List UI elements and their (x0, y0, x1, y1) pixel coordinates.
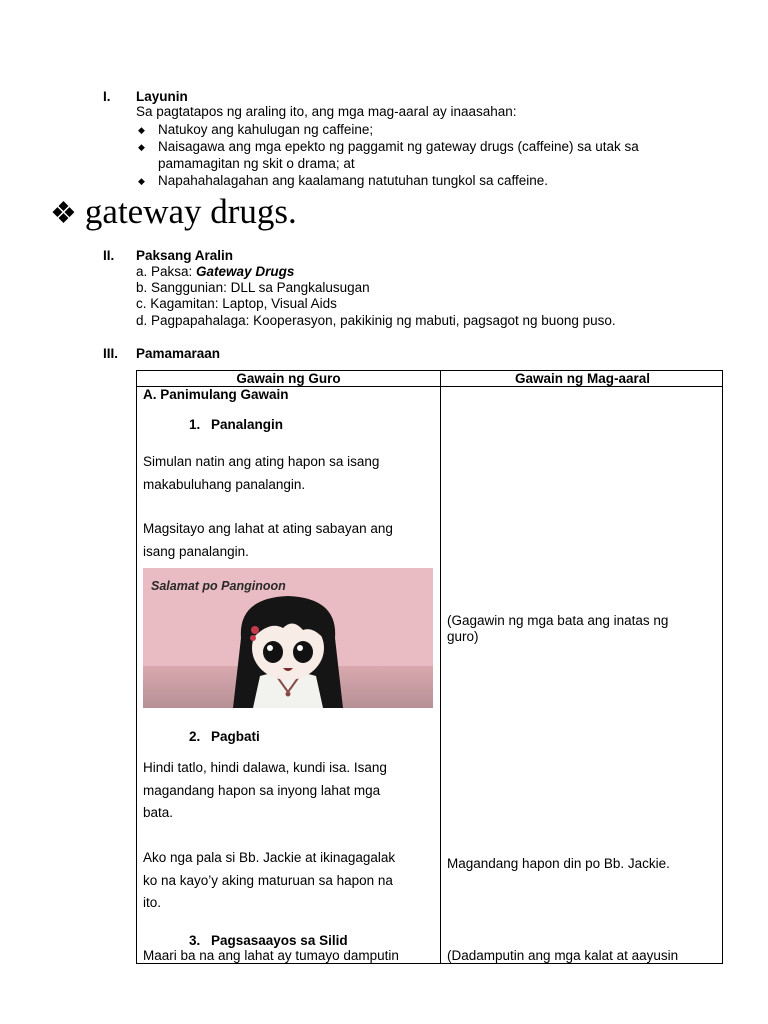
item-title: Pagbati (211, 729, 260, 744)
paragraph-line: Hindi tatlo, hindi dalawa, kundi isa. Isang (143, 760, 387, 775)
paragraph (143, 847, 395, 915)
bullet-icon: ◆ (138, 176, 145, 186)
cartoon-girl-icon (143, 568, 433, 708)
response-pagbati: Magandang hapon din po Bb. Jackie. (447, 856, 670, 871)
header-gawain-guro: Gawain ng Guro (236, 371, 341, 386)
item-title: Pagsasaayos sa Silid (211, 933, 348, 948)
prayer-illustration (143, 568, 433, 708)
pagpapahalaga-line: d. Pagpapahalaga: Kooperasyon, pakikinig ng mabuti, pagsagot ng buong puso. (136, 313, 616, 328)
paragraph-partial: Maari ba na ang lahat ay tumayo damputin (143, 948, 399, 963)
section-number: I. (103, 89, 111, 104)
paksa-label: a. Paksa: (136, 264, 197, 279)
bullet-icon: ◆ (138, 142, 145, 152)
paragraph-line: Magsitayo ang lahat at ating sabayan ang (143, 521, 393, 536)
heading-text: gateway drugs. (84, 192, 297, 231)
illustration-caption: Salamat po Panginoon (151, 579, 286, 593)
item-number: 1. (189, 417, 201, 432)
section-title-pamamaraan: Pamamaraan (136, 346, 221, 361)
paragraph-line: ito. (143, 895, 162, 910)
bullet-icon: ◆ (138, 125, 145, 135)
part-a-title: A. Panimulang Gawain (143, 387, 289, 402)
paragraph-line: bata. (143, 805, 174, 820)
four-diamond-icon: ❖ (50, 197, 77, 230)
paragraph-line: isang panalangin. (143, 543, 249, 559)
paksa-line (136, 264, 294, 280)
response-pagsasaayos: (Dadamputin ang mga kalat at aayusin (447, 948, 679, 963)
paragraph-line: Ako nga pala si Bb. Jackie at ikinagagalak (143, 850, 396, 865)
section-title-paksang-aralin: Paksang Aralin (136, 248, 234, 263)
item-pagbati (189, 729, 260, 744)
response-line: (Gagawin ng mga bata ang inatas ng (447, 613, 669, 628)
paragraph-line: Simulan natin ang ating hapon sa isang (143, 454, 380, 469)
response-line: guro) (447, 629, 479, 644)
header-gawain-mag-aaral: Gawain ng Mag-aaral (514, 371, 651, 386)
pamamaraan-table (136, 370, 723, 964)
section-title-layunin: Layunin (136, 89, 188, 104)
paragraph (143, 518, 393, 563)
column-divider (440, 371, 441, 963)
bullet-item-continued: pamamagitan ng skit o drama; at (158, 156, 355, 171)
paragraph (143, 451, 379, 496)
item-number: 2. (189, 729, 201, 744)
paksa-value: Gateway Drugs (196, 264, 295, 279)
paragraph-line: makabuluhang panalangin. (143, 476, 306, 492)
paragraph-line: magandang hapon sa inyong lahat mga (143, 782, 381, 798)
response-panalangin (447, 613, 668, 645)
item-panalangin (189, 417, 283, 432)
item-title: Panalangin (211, 417, 284, 432)
section-number: III. (103, 346, 119, 361)
bullet-item: Napahahalagahan ang kaalamang natutuhan tungkol sa caffeine. (158, 173, 549, 188)
paragraph (143, 757, 387, 825)
sanggunian-line: b. Sanggunian: DLL sa Pangkalusugan (136, 280, 370, 295)
kagamitan-line: c. Kagamitan: Laptop, Visual Aids (136, 296, 337, 311)
paragraph-line: ko na kayo’y aking maturuan sa hapon na (143, 872, 393, 888)
bullet-item: Naisagawa ang mga epekto ng paggamit ng gateway drugs (caffeine) sa utak sa (158, 139, 639, 154)
section-number: II. (103, 248, 115, 263)
layunin-intro: Sa pagtatapos ng araling ito, ang mga mag-aaral ay inaasahan: (136, 104, 517, 119)
gateway-drugs-heading (50, 191, 297, 235)
bullet-item: Natukoy ang kahulugan ng caffeine; (158, 122, 374, 137)
item-pagsasaayos (189, 933, 348, 948)
item-number: 3. (189, 933, 201, 948)
